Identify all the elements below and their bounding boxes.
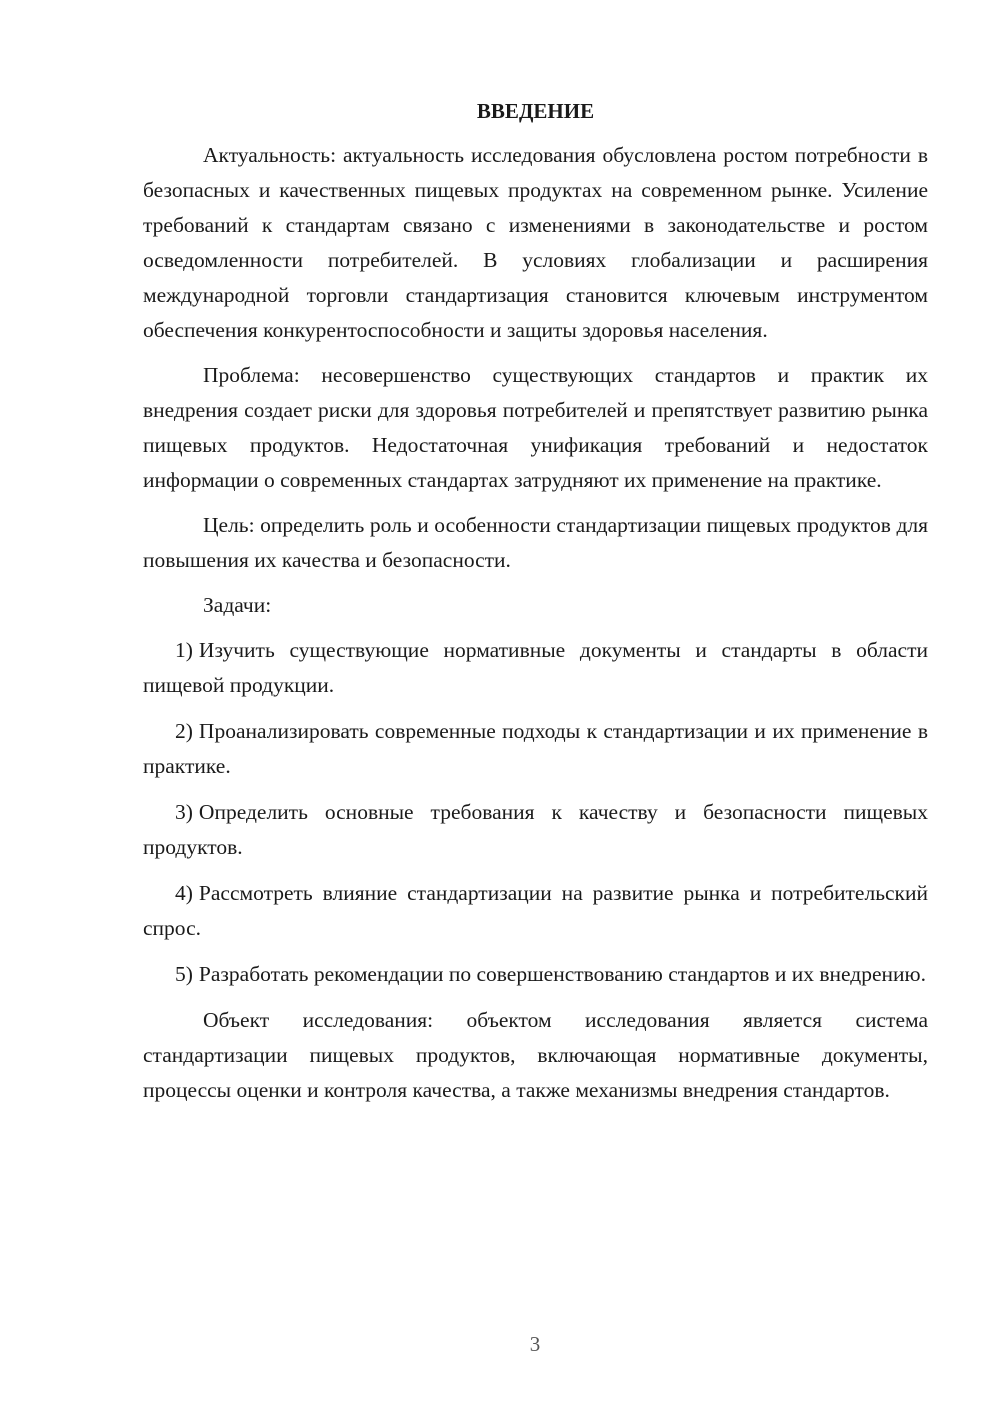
task-number: 4): [175, 881, 193, 905]
task-text: Рассмотреть влияние стандартизации на развитие рынка и потребительский спрос.: [143, 881, 928, 940]
task-text: Проанализировать современные подходы к стандартизации и их применение в практике.: [143, 719, 928, 778]
task-item: [143, 957, 928, 992]
task-number: 1): [175, 638, 193, 662]
task-item: [143, 633, 928, 703]
task-number: 2): [175, 719, 193, 743]
task-item: [143, 876, 928, 946]
paragraph-goal: Цель: определить роль и особенности стандартизации пищевых продуктов для повышения их качества и безопасности.: [143, 513, 928, 572]
paragraph-problem: Проблема: несовершенство существующих стандартов и практик их внедрения создает риски для здоровья потребителей и препятствует развитию рынка пищевых продуктов. Недостаточная унификация требований и недостаток информации о современных стандартах затрудняют их применение на практике.: [143, 363, 928, 492]
task-number: 3): [175, 800, 193, 824]
tasks-heading: Задачи:: [203, 593, 272, 617]
paragraph-object: Объект исследования: объектом исследования является система стандартизации пищевых продуктов, включающая нормативные документы, процессы оценки и контроля качества, а также механизмы внедрения стандартов.: [143, 1008, 928, 1102]
task-item: [143, 795, 928, 865]
task-number: 5): [175, 962, 193, 986]
paragraph-relevance: Актуальность: актуальность исследования обусловлена ростом потребности в безопасных и качественных пищевых продуктах на современном рынке. Усиление требований к стандартам связано с изменениями в законодательстве и ростом осведомленности потребителей. В условиях глобализации и расширения международной торговли стандартизация становится ключевым инструментом обеспечения конкурентоспособности и защиты здоровья населения.: [143, 143, 928, 342]
task-item: [143, 714, 928, 784]
task-text: Определить основные требования к качеству и безопасности пищевых продуктов.: [143, 800, 928, 859]
document-page: [143, 96, 928, 1118]
task-text: Разработать рекомендации по совершенствованию стандартов и их внедрению.: [198, 962, 926, 986]
page-number: 3: [529, 1332, 541, 1356]
task-text: Изучить существующие нормативные документы и стандарты в области пищевой продукции.: [143, 638, 928, 697]
page-title: ВВЕДЕНИЕ: [476, 99, 595, 123]
